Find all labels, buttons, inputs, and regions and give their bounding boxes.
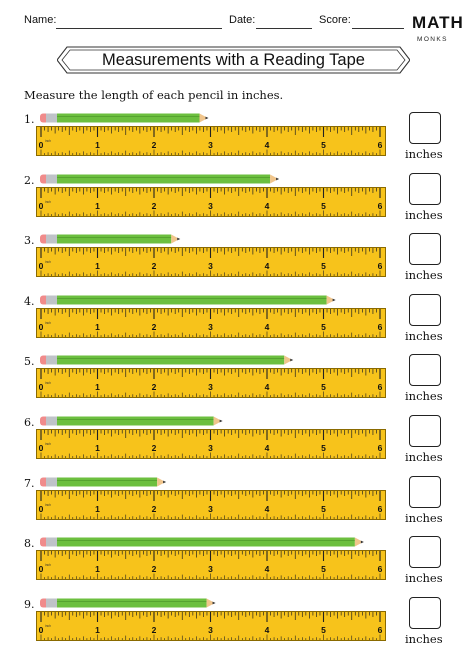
ruler-tick-label: 3 (208, 201, 213, 211)
ruler-inch-label: inch (45, 624, 51, 628)
ruler-tick-label: 0 (38, 201, 44, 211)
pencil-tip-wood (327, 296, 334, 305)
answer-box[interactable] (409, 476, 441, 508)
answer-unit-label: inches (405, 208, 443, 222)
problem-item (0, 415, 474, 475)
pencil (39, 173, 284, 185)
pencil-lead (206, 117, 209, 120)
logo-subtext: MONKS (417, 36, 448, 43)
ruler-tick-label: 2 (151, 382, 157, 392)
pencil-tip-wood (200, 114, 207, 123)
logo-text: MATH (412, 13, 464, 32)
pencil-body (57, 235, 171, 244)
problem-item (0, 173, 474, 233)
ruler-tick-label: 0 (38, 322, 44, 332)
ruler-tick-label: 4 (264, 625, 270, 635)
ruler (36, 247, 386, 277)
answer-box[interactable] (409, 233, 441, 265)
name-label: Name: (24, 14, 57, 26)
answer-unit-label: inches (405, 450, 443, 464)
ruler-tick-label: 0 (38, 382, 44, 392)
ruler-tick-label: 0 (38, 625, 44, 635)
ruler-tick-label: 5 (321, 261, 326, 271)
date-field[interactable] (256, 28, 312, 29)
problem-number: 5. (24, 355, 35, 368)
ruler-tick-label: 3 (208, 443, 213, 453)
ruler-tick-label: 4 (264, 261, 270, 271)
pencil (39, 415, 227, 427)
ruler (36, 187, 386, 217)
pencil-body (57, 296, 327, 305)
pencil-body (57, 114, 200, 123)
ruler-tick-label: 1 (95, 140, 100, 150)
ruler-tick-label: 5 (321, 564, 326, 574)
page-title: Measurements with a Reading Tape (102, 51, 365, 69)
name-field[interactable] (56, 28, 222, 29)
problem-number: 6. (24, 416, 35, 429)
ruler-tick-label: 0 (38, 261, 44, 271)
ruler-tick-label: 2 (151, 564, 157, 574)
ruler (36, 490, 386, 520)
answer-box[interactable] (409, 173, 441, 205)
answer-unit-label: inches (405, 329, 443, 343)
ruler-tick-label: 5 (321, 140, 326, 150)
problem-number: 9. (24, 598, 35, 611)
ruler-tick-label: 0 (38, 504, 44, 514)
ruler-tick-label: 3 (208, 504, 213, 514)
pencil-lead (177, 238, 180, 241)
ruler-tick-label: 5 (321, 443, 326, 453)
ruler-inch-label: inch (45, 321, 51, 325)
pencil-lead (290, 359, 293, 362)
ruler-inch-label: inch (45, 442, 51, 446)
answer-unit-label: inches (405, 571, 443, 585)
ruler-tick-label: 1 (95, 564, 100, 574)
problem-item (0, 233, 474, 293)
pencil-lead (213, 602, 216, 605)
pencil-tip-wood (157, 478, 164, 487)
answer-box[interactable] (409, 112, 441, 144)
ruler (36, 429, 386, 459)
pencil-lead (333, 299, 336, 302)
pencil-ferrule (46, 356, 57, 365)
problem-number: 8. (24, 537, 35, 550)
problem-item (0, 354, 474, 414)
pencil-body (57, 599, 207, 608)
pencil-ferrule (46, 296, 57, 305)
ruler-tick-label: 6 (377, 443, 383, 453)
answer-unit-label: inches (405, 147, 443, 161)
pencil-lead (220, 420, 223, 423)
ruler-tick-label: 2 (151, 261, 157, 271)
problem-item (0, 112, 474, 172)
ruler-tick-label: 1 (95, 625, 100, 635)
ruler-tick-label: 3 (208, 140, 213, 150)
ruler-inch-label: inch (45, 139, 51, 143)
ruler-inch-label: inch (45, 503, 51, 507)
problem-number: 4. (24, 295, 35, 308)
instructions-text: Measure the length of each pencil in inches. (24, 88, 284, 102)
ruler-tick-label: 1 (95, 382, 100, 392)
pencil-ferrule (46, 538, 57, 547)
ruler-tick-label: 4 (264, 504, 270, 514)
ruler-tick-label: 6 (377, 564, 383, 574)
ruler-tick-label: 0 (38, 140, 44, 150)
answer-unit-label: inches (405, 268, 443, 282)
pencil-body (57, 175, 270, 184)
ruler-tick-label: 3 (208, 261, 213, 271)
answer-unit-label: inches (405, 511, 443, 525)
pencil-body (57, 538, 355, 547)
ruler-tick-label: 4 (264, 382, 270, 392)
problem-number: 2. (24, 174, 35, 187)
pencil-tip-wood (171, 235, 178, 244)
ruler-tick-label: 1 (95, 261, 100, 271)
ruler-tick-label: 2 (151, 625, 157, 635)
ruler-tick-label: 2 (151, 443, 157, 453)
pencil-body (57, 356, 284, 365)
answer-box[interactable] (409, 354, 441, 386)
problem-item (0, 294, 474, 354)
ruler-tick-label: 0 (38, 564, 44, 574)
ruler-tick-label: 2 (151, 140, 157, 150)
ruler-tick-label: 3 (208, 564, 213, 574)
score-label: Score: (319, 14, 351, 26)
pencil (39, 476, 171, 488)
ruler-tick-label: 5 (321, 201, 326, 211)
pencil-tip-wood (284, 356, 291, 365)
pencil-body (57, 478, 157, 487)
ruler-tick-label: 1 (95, 504, 100, 514)
answer-box[interactable] (409, 294, 441, 326)
ruler-tick-label: 1 (95, 201, 100, 211)
ruler (36, 368, 386, 398)
ruler-inch-label: inch (45, 200, 51, 204)
ruler-tick-label: 6 (377, 625, 383, 635)
ruler-tick-label: 3 (208, 382, 213, 392)
pencil-ferrule (46, 417, 57, 426)
pencil-lead (361, 541, 364, 544)
ruler-tick-label: 0 (38, 443, 44, 453)
problem-number: 1. (24, 113, 35, 126)
pencil (39, 354, 298, 366)
ruler-tick-label: 2 (151, 201, 157, 211)
ruler-tick-label: 2 (151, 322, 157, 332)
answer-unit-label: inches (405, 632, 443, 646)
ruler-tick-label: 4 (264, 443, 270, 453)
answer-box[interactable] (409, 536, 441, 568)
ruler (36, 550, 386, 580)
ruler-tick-label: 4 (264, 322, 270, 332)
ruler-tick-label: 6 (377, 504, 383, 514)
pencil-lead (163, 481, 166, 484)
ruler-tick-label: 4 (264, 140, 270, 150)
pencil (39, 112, 213, 124)
problem-number: 3. (24, 234, 35, 247)
answer-box[interactable] (409, 597, 441, 629)
pencil (39, 536, 368, 548)
pencil (39, 294, 340, 306)
ruler-tick-label: 2 (151, 504, 157, 514)
ruler-tick-label: 4 (264, 564, 270, 574)
ruler-tick-label: 6 (377, 382, 383, 392)
pencil-tip-wood (214, 417, 221, 426)
problem-number: 7. (24, 477, 35, 490)
problem-item (0, 536, 474, 596)
worksheet-header (0, 0, 474, 43)
ruler-tick-label: 6 (377, 140, 383, 150)
ruler-tick-label: 5 (321, 625, 326, 635)
pencil (39, 233, 185, 245)
ruler-inch-label: inch (45, 563, 51, 567)
pencil-ferrule (46, 235, 57, 244)
problem-item (0, 597, 474, 657)
answer-unit-label: inches (405, 389, 443, 403)
ruler-tick-label: 6 (377, 322, 383, 332)
pencil-ferrule (46, 175, 57, 184)
ruler (36, 611, 386, 641)
answer-box[interactable] (409, 415, 441, 447)
ruler (36, 308, 386, 338)
ruler-tick-label: 3 (208, 322, 213, 332)
pencil-tip-wood (270, 175, 277, 184)
pencil-ferrule (46, 114, 57, 123)
ruler-tick-label: 5 (321, 382, 326, 392)
pencil-lead (276, 178, 279, 181)
pencil-ferrule (46, 478, 57, 487)
ruler (36, 126, 386, 156)
ruler-tick-label: 6 (377, 201, 383, 211)
ruler-tick-label: 3 (208, 625, 213, 635)
pencil-ferrule (46, 599, 57, 608)
ruler-tick-label: 5 (321, 322, 326, 332)
title-banner (57, 44, 410, 76)
ruler-tick-label: 6 (377, 261, 383, 271)
math-monks-logo (412, 13, 472, 47)
pencil-body (57, 417, 214, 426)
pencil (39, 597, 220, 609)
pencil-tip-wood (207, 599, 214, 608)
ruler-inch-label: inch (45, 260, 51, 264)
ruler-tick-label: 1 (95, 322, 100, 332)
ruler-tick-label: 5 (321, 504, 326, 514)
score-field[interactable] (352, 28, 404, 29)
problem-item (0, 476, 474, 536)
ruler-tick-label: 4 (264, 201, 270, 211)
date-label: Date: (229, 14, 256, 26)
ruler-inch-label: inch (45, 381, 51, 385)
pencil-tip-wood (355, 538, 362, 547)
ruler-tick-label: 1 (95, 443, 100, 453)
